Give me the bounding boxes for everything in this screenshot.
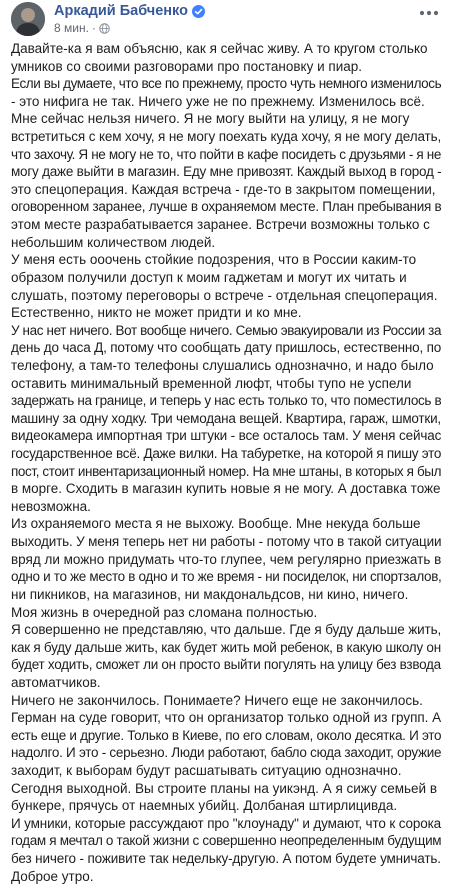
post-text-line: Мне сейчас нельзя ничего. Я не могу выйти на улицу, я не могу bbox=[11, 111, 410, 127]
post-text-line: ни пикников, на магазинов, ни макдональдсов, ни кино, ничего. bbox=[11, 586, 409, 602]
post-text-line: задержать на границе, и теперь у нас есть только то, что поместилось в bbox=[11, 393, 442, 409]
post-text-line: этом месте разрабатывается заранее. Встречи возможны только с bbox=[11, 217, 430, 233]
post-text-line: видеокамера импортная три штуки - все осталось там. У меня сейчас bbox=[11, 428, 442, 444]
post-text-line: день до часа Д, потому что сообщать дату пришлось, естественно, по bbox=[11, 340, 442, 356]
avatar-image bbox=[11, 2, 45, 36]
post-text-line: оговоренном заранее, лучше в охраняемом месте. План пребывания в bbox=[11, 199, 442, 215]
author-line bbox=[54, 2, 205, 20]
post-text-line: автоматчиков. bbox=[11, 674, 101, 690]
post-timestamp[interactable]: 8 мин. bbox=[54, 21, 89, 35]
post-text-line: выходить. У меня теперь нет ни работы - потому что в такой ситуации bbox=[11, 534, 442, 550]
post-text-line: У нас нет ничего. Вот вообще ничего. Семью эвакуировали из России за bbox=[11, 322, 442, 338]
post-text-line: бункере, прячусь от наемных убийц. Долбаная штирлицивда. bbox=[11, 798, 398, 814]
post-text-line: годам я мечтал о такой жизни с совершенно неопределенным будущим bbox=[11, 833, 442, 849]
post-text-line: Моя жизнь в очередной раз сломана полностью. bbox=[11, 604, 318, 620]
post-text-line: Доброе утро. bbox=[11, 868, 94, 884]
post-text-line: одно и то же место в одно и то же время - ни посиделок, ни спортзалов, bbox=[11, 569, 442, 585]
globe-icon[interactable] bbox=[99, 23, 110, 34]
post-text-line: слушать, поэтому переговоры о встрече - отдельная спецоперация. bbox=[11, 287, 438, 303]
post-text-line: есть еще и другие. Только в Киеве, по его словам, около десятка. И это bbox=[11, 727, 442, 743]
post-meta bbox=[54, 21, 110, 35]
post-text bbox=[11, 40, 441, 885]
post-text-line: Из охраняемого места я не выхожу. Вообще. Мне некуда больше bbox=[11, 516, 421, 532]
post-text-line: машину за одну ходку. Три чемодана вещей. Квартира, гараж, шмотки, bbox=[11, 410, 441, 426]
post-text-line: Я совершенно не представляю, что дальше. Где я буду дальше жить, bbox=[11, 622, 442, 638]
avatar[interactable] bbox=[11, 2, 45, 36]
post-text-line: Естественно, никто не может придти и ко мне. bbox=[11, 305, 302, 321]
author-name-link[interactable]: Аркадий Бабченко bbox=[54, 3, 188, 19]
post-text-line: умников со своими разговорами про постановку и пиар. bbox=[11, 58, 363, 74]
post-text-line: надолго. И это - серьезно. Люди работают, бабло сюда заходит, оружие bbox=[11, 745, 442, 761]
post-text-line: в морге. Сходить в магазин купить новые я не могу. А доставка тоже bbox=[11, 481, 441, 497]
post-text-line: заходит, к выборам будут расшатывать ситуацию однозначно. bbox=[11, 762, 402, 778]
post-text-line: государственное всё. Даже вилки. На табуретке, на которой я пишу это bbox=[11, 446, 442, 462]
post-text-line: образом получили доступ к моим гаджетам и могут их читать и bbox=[11, 269, 407, 285]
post-text-line: пост, стоит инвентаризационный номер. На мне штаны, в которых я был bbox=[11, 463, 442, 479]
post-text-line: вряд ли можно придумать что-то глупее, чем регулярно приезжать в bbox=[11, 551, 442, 567]
post-text-line: Давайте-ка я вам объясню, как я сейчас живу. А то кругом столько bbox=[11, 41, 428, 56]
post-text-line: Ничего не закончилось. Понимаете? Ничего еще не закончилось. bbox=[11, 692, 423, 708]
meta-separator: · bbox=[91, 21, 96, 35]
post-text-line: И умники, которые рассуждают про "клоунаду" и думают, что к сорока bbox=[11, 815, 442, 831]
post-text-line: Сегодня выходной. Вы строите планы на уикэнд. А я сижу семьей в bbox=[11, 780, 438, 796]
post-header bbox=[0, 0, 449, 40]
post-text-line: встретиться с кем хочу, я не могу поехать куда хочу, я не могу делать, bbox=[11, 129, 442, 145]
post-text-line: это спецоперация. Каждая встреча - где-то в закрытом помещении, bbox=[11, 181, 436, 197]
post-text-line: Если вы думаете, что все по прежнему, просто чуть немного изменилось bbox=[11, 76, 442, 92]
post-text-line: что захочу. Я не могу не то, что пойти в кафе посидеть с друзьями - я не bbox=[11, 146, 441, 162]
post-text-line: как я буду дальше жить, как будет жить мой ребенок, в какую школу он bbox=[11, 639, 441, 655]
post-text-line: телефону, а там-то телефоны слушались однозначно, и надо было bbox=[11, 357, 434, 373]
post-text-line: У меня есть ооочень стойкие подозрения, что в России каким-то bbox=[11, 252, 417, 268]
post-text-line: будет ходить, сможет ли он просто выйти погулять на улицу без взвода bbox=[11, 657, 441, 673]
post-text-line: Герман на суде говорит, что он организатор только одной из групп. А bbox=[11, 710, 442, 726]
post-text-line: небольшим количеством людей. bbox=[11, 234, 216, 250]
more-dots-icon[interactable] bbox=[417, 6, 441, 20]
post-text-line: без ничего - поживите так недельку-другую. А потом будете умничать. bbox=[11, 851, 441, 867]
post-text-line: оставить минимальный временной люфт, чтобы тупо не успели bbox=[11, 375, 412, 391]
post-text-line: могу даже выйти в магазин. Еду мне привозят. Каждый выход в город - bbox=[11, 164, 442, 180]
post-text-line: - это нифига не так. Ничего уже не по прежнему. Изменилось всё. bbox=[11, 93, 425, 109]
verified-badge-icon bbox=[192, 5, 205, 18]
post-text-line: невозможна. bbox=[11, 498, 91, 514]
